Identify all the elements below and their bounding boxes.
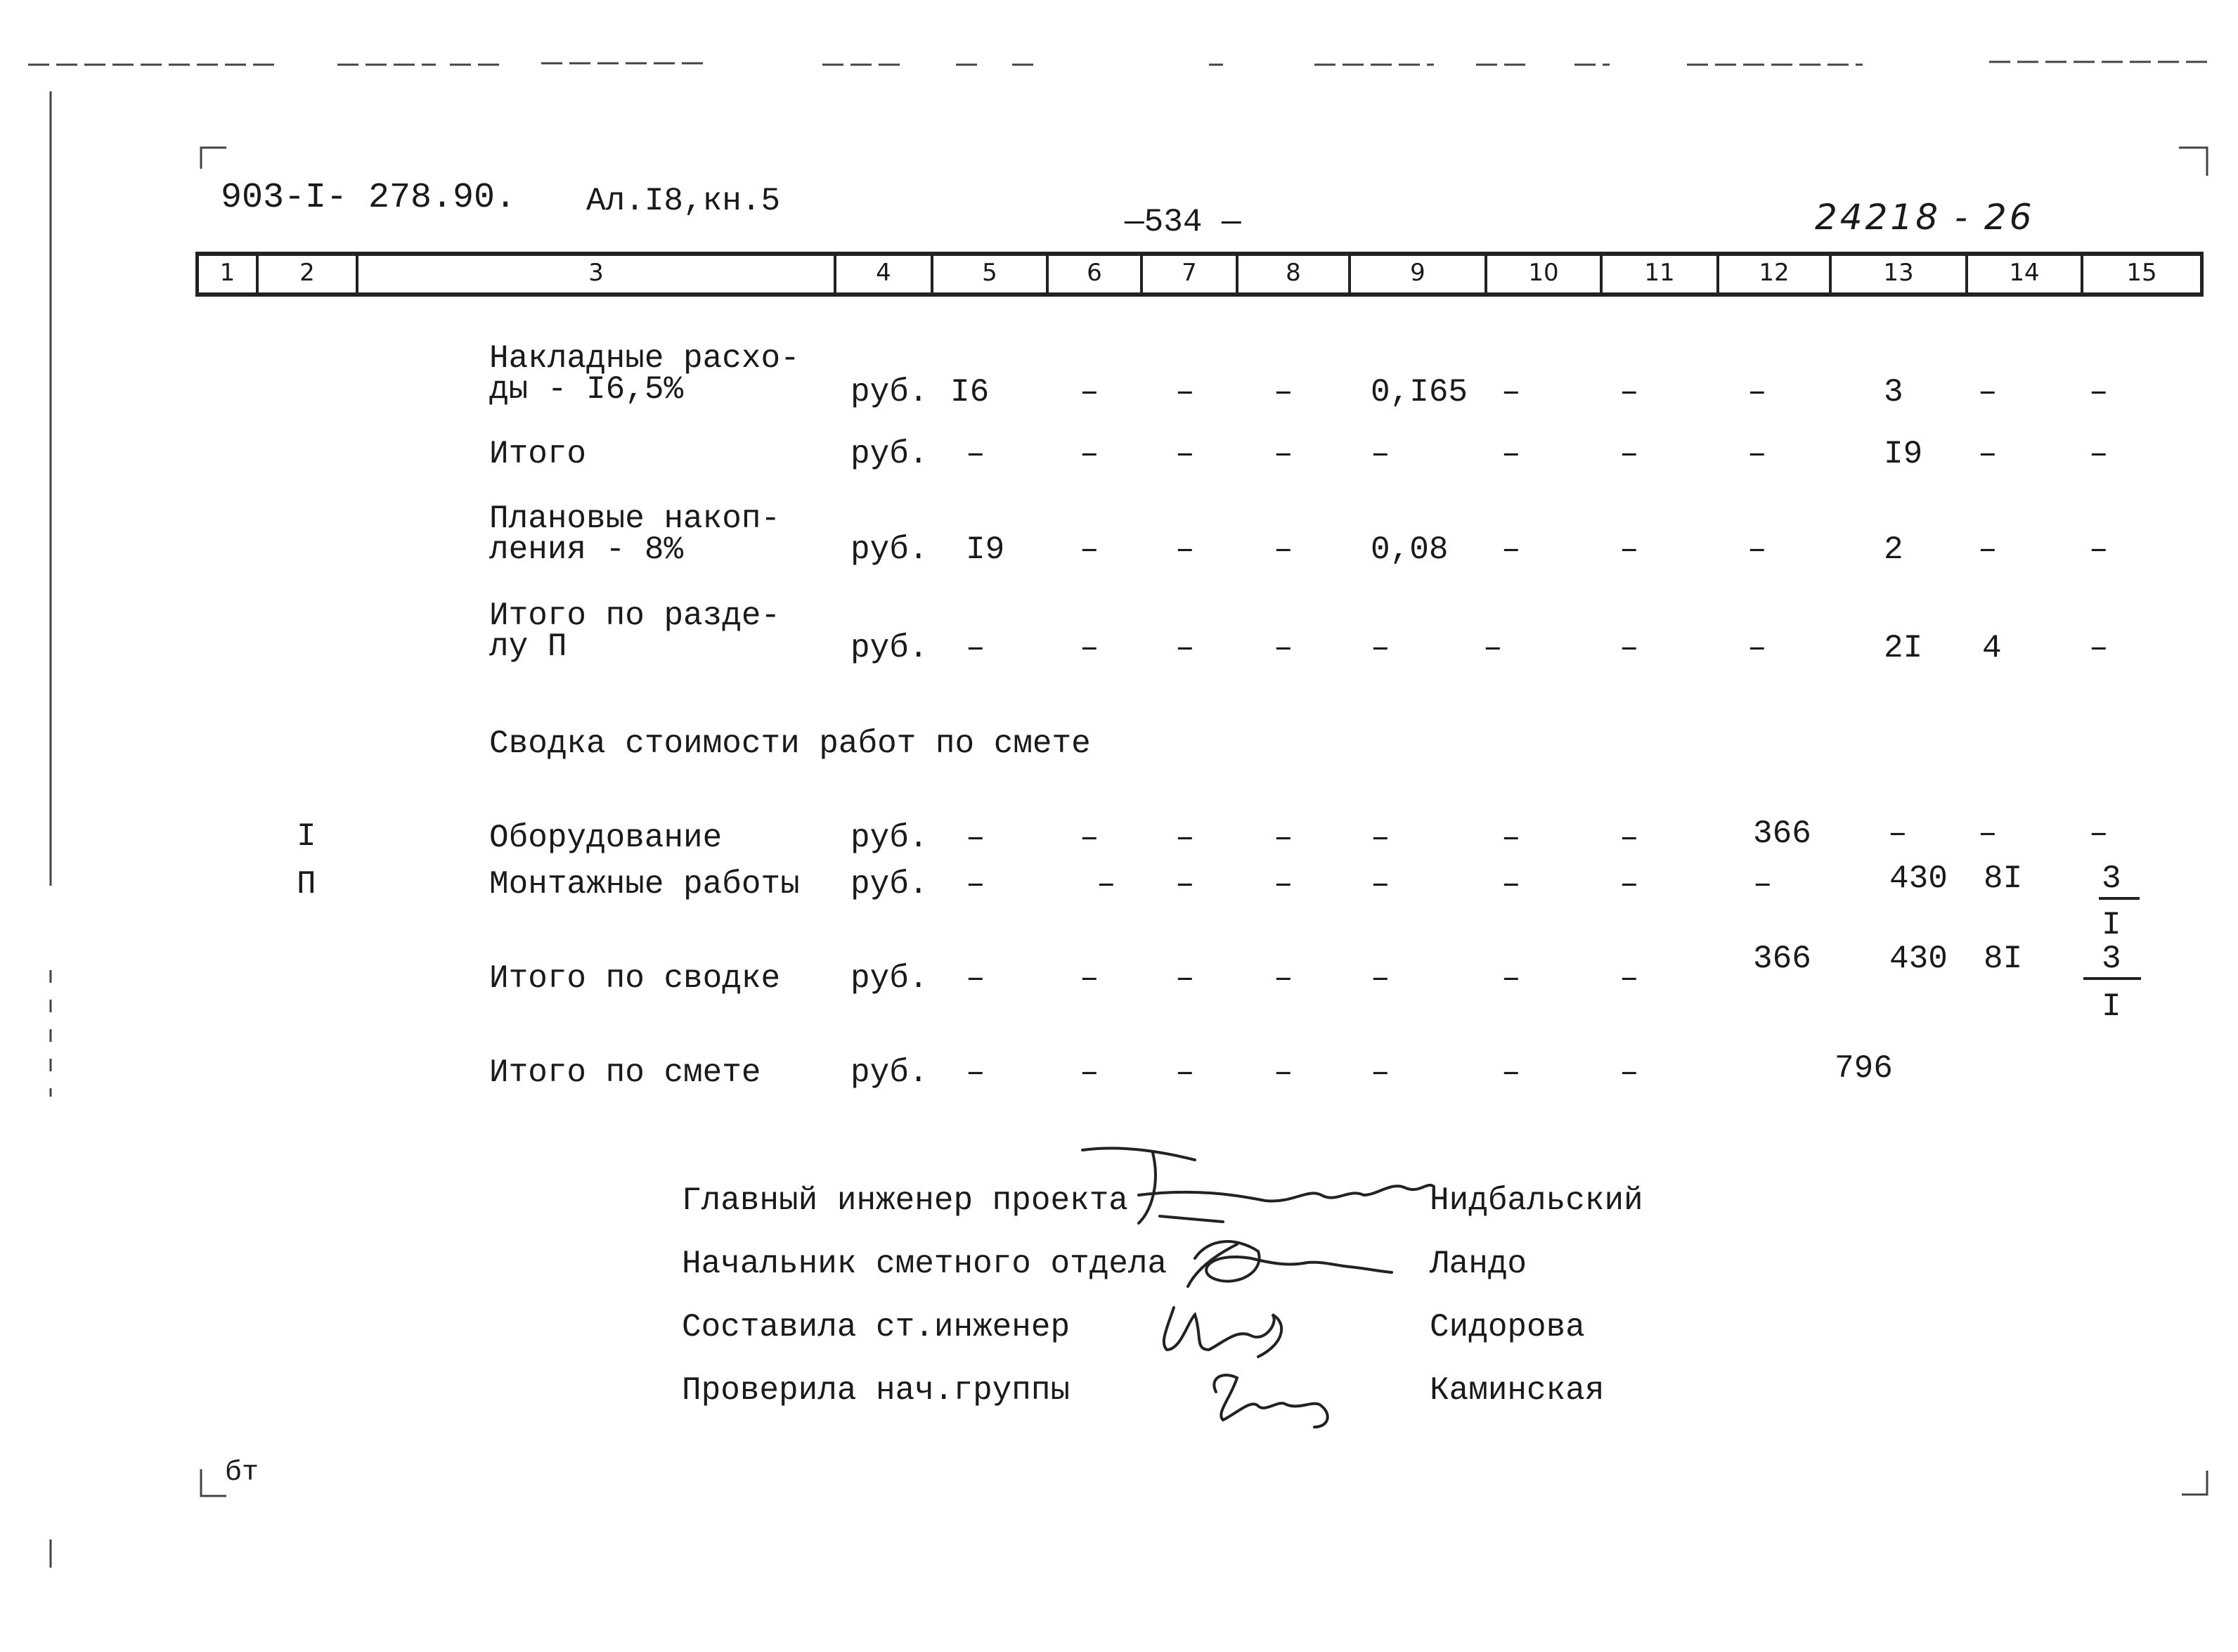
cell-value: 3 — [1884, 374, 1903, 411]
cell-value: 2I — [1884, 630, 1923, 666]
cell-value: – — [1501, 960, 1521, 997]
row-name: Итого по смете — [489, 1054, 761, 1091]
column-number: 6 — [1087, 259, 1102, 287]
column-number: 1 — [219, 259, 235, 287]
column-number: 10 — [1528, 259, 1559, 287]
column-number: 4 — [876, 259, 891, 287]
cell-value: 0,08 — [1371, 531, 1449, 568]
signature-name: Нидбальский — [1430, 1182, 1643, 1219]
cell-value: – — [1371, 866, 1390, 903]
row-name-line: Плановые накоп- — [489, 501, 781, 537]
doc-number: 903-I- 278.90. — [221, 178, 517, 218]
cell-value: – — [1619, 630, 1639, 666]
cell-value: – — [1978, 815, 1998, 852]
signature-name: Ландо — [1430, 1246, 1527, 1282]
row-name-line: ления - 8% — [489, 531, 684, 568]
cell-value: – — [1619, 374, 1639, 411]
cell-value: – — [1753, 866, 1773, 903]
row-name-line: лу П — [489, 628, 567, 665]
cell-value: – — [1501, 436, 1521, 472]
row-name: Монтажные работы — [489, 866, 800, 903]
cell-value: – — [1274, 1054, 1293, 1091]
cell-value: – — [1371, 820, 1390, 856]
cell-value: – — [1274, 820, 1293, 856]
cell-value: 8I — [1984, 941, 2023, 977]
cell-value: – — [1483, 630, 1503, 666]
cell-value: – — [1747, 436, 1767, 472]
fraction-numerator: 3 — [2102, 941, 2121, 977]
cell-value: – — [1501, 374, 1521, 411]
cell-value: 430 — [1889, 860, 1948, 897]
album-reference: Ал.I8,кн.5 — [586, 183, 781, 219]
cell-value: – — [1175, 1054, 1195, 1091]
cell-value: – — [966, 436, 985, 472]
cell-unit: руб. — [850, 436, 929, 472]
cell-value: – — [1619, 1054, 1639, 1091]
estimate-total-value: 796 — [1835, 1050, 1893, 1087]
cell-value: – — [2089, 374, 2109, 411]
cell-value: – — [1080, 436, 1099, 472]
signature-role: Главный инженер проекта — [682, 1182, 1128, 1219]
row-name-line: Итого по разде- — [489, 598, 781, 634]
cell-value: – — [1371, 1054, 1390, 1091]
row-name-line: ды - I6,5% — [489, 371, 684, 408]
signature-role: Составила ст.инженер — [682, 1309, 1071, 1346]
cell-value: – — [1619, 436, 1639, 472]
cell-value: – — [966, 866, 985, 903]
cell-unit: руб. — [850, 866, 929, 903]
cell-value: – — [2089, 630, 2109, 666]
cell-value: – — [1274, 960, 1293, 997]
column-number: 9 — [1410, 259, 1425, 287]
cell-value: – — [1978, 531, 1998, 568]
cell-value: – — [1175, 960, 1195, 997]
cell-value: 366 — [1753, 941, 1811, 977]
cell-value: – — [1175, 630, 1195, 666]
cell-value: – — [1080, 374, 1099, 411]
cell-value: – — [1175, 374, 1195, 411]
cell-value: – — [1501, 820, 1521, 856]
summary-heading: Сводка стоимости работ по смете — [489, 725, 1091, 762]
cell-value: – — [1978, 436, 1998, 472]
cell-value: – — [966, 820, 985, 856]
cell-value: I6 — [950, 374, 990, 411]
cell-value: 0,I65 — [1371, 374, 1468, 411]
column-number: 5 — [982, 259, 997, 287]
cell-value: – — [1501, 866, 1521, 903]
cell-value: – — [2089, 815, 2109, 852]
cell-value: – — [1080, 531, 1099, 568]
signature-role: Начальник сметного отдела — [682, 1246, 1167, 1282]
cell-value: – — [1080, 1054, 1099, 1091]
cell-value: I9 — [1884, 436, 1923, 472]
cell-value: – — [1501, 1054, 1521, 1091]
cell-value: – — [1175, 866, 1195, 903]
column-number: 8 — [1286, 259, 1301, 287]
cell-value: – — [1274, 866, 1293, 903]
signature-name: Сидорова — [1430, 1309, 1585, 1346]
cell-value: – — [1371, 960, 1390, 997]
cell-value: – — [1274, 374, 1293, 411]
cell-value: 430 — [1889, 941, 1948, 977]
column-number: 14 — [2009, 259, 2040, 287]
cell-value: – — [1501, 531, 1521, 568]
footer-mark: бт — [225, 1457, 259, 1489]
fraction-denominator: I — [2102, 988, 2121, 1025]
cell-value: – — [1274, 630, 1293, 666]
cell-unit: руб. — [850, 960, 929, 997]
cell-unit: руб. — [850, 374, 929, 411]
cell-value: – — [966, 630, 985, 666]
cell-value: 366 — [1753, 815, 1811, 852]
cell-value: – — [1097, 866, 1116, 903]
signature-name: Каминская — [1430, 1372, 1605, 1409]
cell-value: – — [2089, 531, 2109, 568]
cell-value: – — [1274, 436, 1293, 472]
cell-unit: руб. — [850, 1054, 929, 1091]
cell-value: – — [2089, 436, 2109, 472]
cell-value: 4 — [1982, 630, 2002, 666]
cell-value: – — [1274, 531, 1293, 568]
cell-value: – — [1175, 531, 1195, 568]
row-number: П — [297, 866, 316, 903]
cell-value: – — [1371, 630, 1390, 666]
column-number: 2 — [299, 259, 315, 287]
cell-value: – — [966, 960, 985, 997]
cell-value: – — [1619, 960, 1639, 997]
column-number: 7 — [1182, 259, 1197, 287]
cell-value: – — [1619, 866, 1639, 903]
fraction-numerator: 3 — [2102, 860, 2121, 897]
cell-value: – — [1747, 630, 1767, 666]
inventory-number: 24218 - 26 — [1815, 197, 2035, 238]
fraction-denominator: I — [2102, 907, 2121, 943]
row-number: I — [297, 818, 316, 855]
row-name-line: Итого — [489, 436, 587, 472]
column-number: 11 — [1644, 259, 1675, 287]
cell-value: – — [1175, 820, 1195, 856]
cell-value: – — [1747, 531, 1767, 568]
cell-value: – — [1080, 960, 1099, 997]
cell-value: – — [1080, 820, 1099, 856]
cell-value: – — [1978, 374, 1998, 411]
cell-value: – — [1747, 374, 1767, 411]
signature-role: Проверила нач.группы — [682, 1372, 1071, 1409]
row-name: Оборудование — [489, 820, 723, 856]
cell-value: – — [1371, 436, 1390, 472]
cell-value: – — [1175, 436, 1195, 472]
cell-unit: руб. — [850, 820, 929, 856]
row-name: Итого по сводке — [489, 960, 781, 997]
column-number: 3 — [588, 259, 604, 287]
cell-value: – — [1619, 531, 1639, 568]
cell-value: I9 — [966, 531, 1005, 568]
row-name-line: Накладные расхо- — [489, 340, 800, 377]
cell-value: – — [1619, 820, 1639, 856]
cell-value: 8I — [1984, 860, 2023, 897]
cell-value: – — [966, 1054, 985, 1091]
column-number: 15 — [2126, 259, 2157, 287]
cell-value: – — [1888, 815, 1908, 852]
cell-unit: руб. — [850, 531, 929, 568]
column-number: 13 — [1883, 259, 1914, 287]
cell-unit: руб. — [850, 630, 929, 666]
column-number: 12 — [1759, 259, 1790, 287]
cell-value: – — [1080, 630, 1099, 666]
cell-value: 2 — [1884, 531, 1903, 568]
page-number: —534 — — [1125, 204, 1241, 240]
